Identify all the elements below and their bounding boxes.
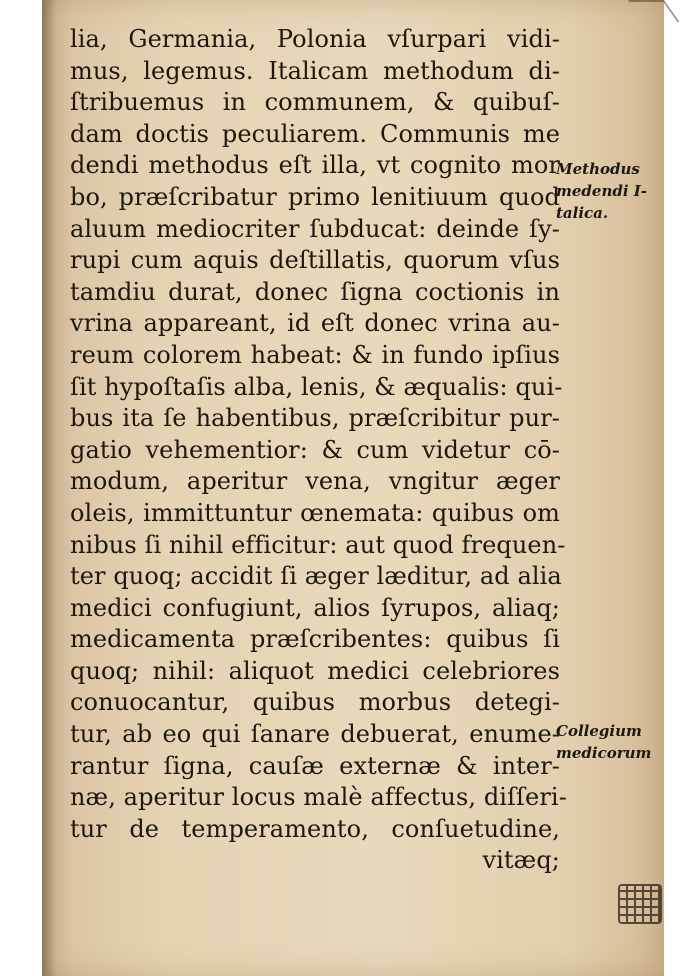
margin-note-line: Methodus	[556, 160, 640, 178]
printer-ornament-icon	[618, 884, 662, 924]
margin-note-line: talica.	[556, 204, 609, 222]
text-line: vrina appareant, id eſt donec vrina au-	[70, 309, 560, 338]
text-line: dam doctis peculiarem. Communis me	[70, 119, 560, 148]
text-line: gatio vehementior: & cum videtur cō-	[70, 435, 560, 464]
text-line: conuocantur, quibus morbus detegi-	[70, 688, 560, 717]
text-line: ter quoq; accidit ſi æger læditur, ad alia	[70, 562, 562, 591]
text-line: næ, aperitur locus malè affectus, diſſeri-	[70, 783, 567, 812]
text-line: ſtribuemus in communem, & quibuſ-	[70, 88, 560, 117]
main-text-block	[70, 24, 567, 877]
text-line: rupi cum aquis deſtillatis, quorum vſus	[70, 246, 560, 275]
text-line: reum colorem habeat: & in fundo ipſius	[70, 340, 560, 369]
page-corner-fold	[628, 0, 679, 22]
text-line: nibus ſi nihil efficitur: aut quod frequen-	[70, 530, 566, 559]
text-line: oleis, immittuntur œnemata: quibus om	[70, 498, 560, 527]
text-line: modum, aperitur vena, vngitur æger	[70, 467, 560, 496]
margin-note-line: Collegium	[556, 722, 642, 740]
margin-note-line: medicorum	[556, 744, 652, 762]
text-line: aluum mediocriter ſubducat: deinde ſy-	[70, 214, 560, 243]
text-line: medici confugiunt, alios ſyrupos, aliaq;	[70, 593, 560, 622]
text-line: bo, præſcribatur primo lenitiuum quod	[70, 182, 560, 211]
text-line: medicamenta præſcribentes: quibus ſi	[70, 625, 560, 654]
text-line: tur de temperamento, conſuetudine,	[70, 814, 560, 843]
margin-note-methodus	[556, 158, 656, 224]
text-line: tamdiu durat, donec ſigna coctionis in	[70, 277, 560, 306]
catchword: vitæq;	[482, 846, 560, 875]
text-line: ſit hypoſtaſis alba, lenis, & æqualis: qui-	[70, 372, 563, 401]
text-line: bus ita ſe habentibus, præſcribitur pur-	[70, 404, 560, 433]
text-line: lia, Germania, Polonia vſurpari vidi-	[70, 25, 560, 53]
text-line: rantur ſigna, cauſæ externæ & inter-	[70, 751, 560, 780]
text-line: tur, ab eo qui ſanare debuerat, enume-	[70, 720, 560, 749]
margin-note-line: medendi I-	[556, 182, 648, 200]
text-line: mus, legemus. Italicam methodum di-	[70, 56, 560, 85]
text-line: quoq; nihil: aliquot medici celebriores	[70, 656, 560, 685]
margin-note-collegium	[556, 720, 656, 764]
text-line: dendi methodus eſt illa, vt cognito mor	[70, 151, 560, 180]
